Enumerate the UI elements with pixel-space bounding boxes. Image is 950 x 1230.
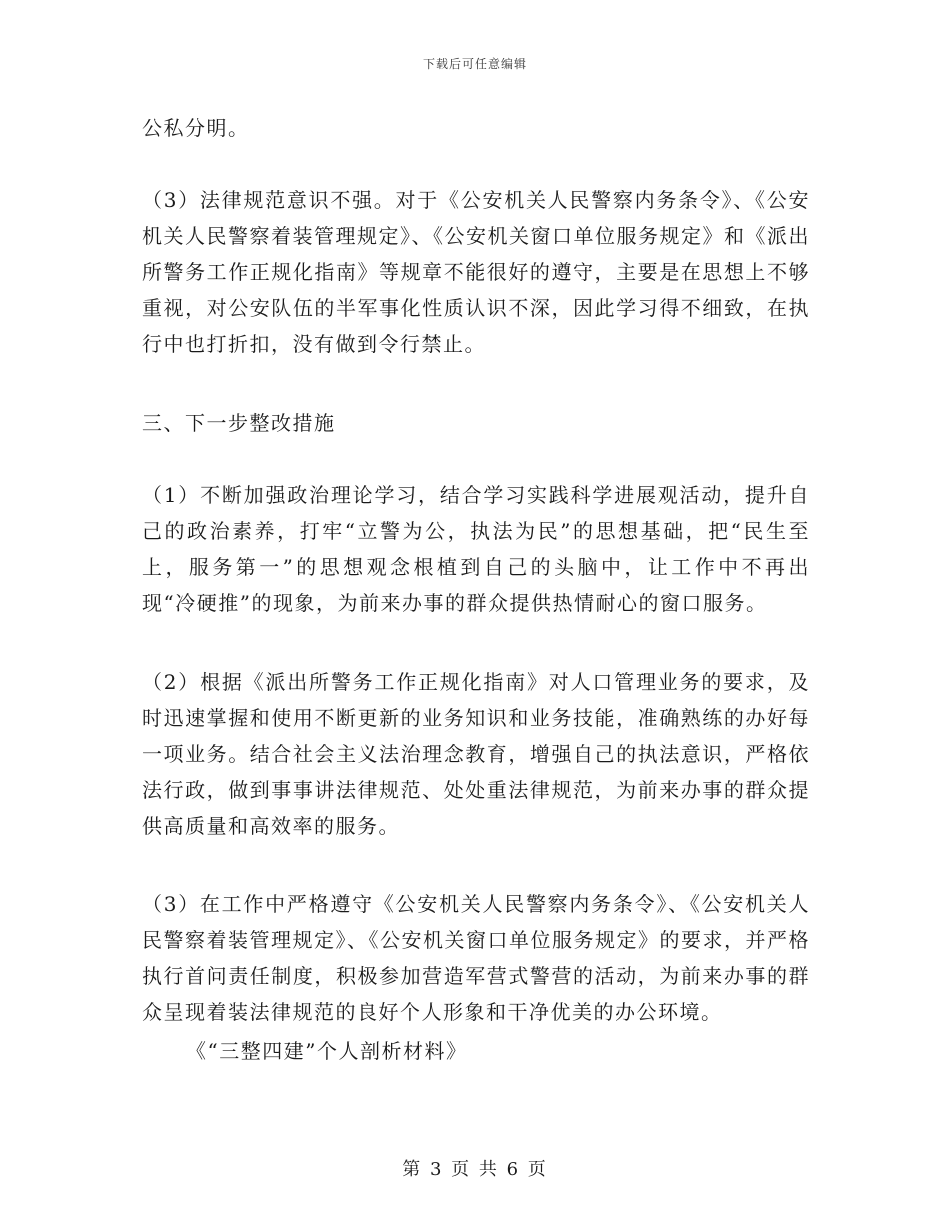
measure2-text: （2）根据《派出所警务工作正规化指南》对人口管理业务的要求，及时迅速掌握和使用不断更新的业务知识和业务技能，准确熟练的办好每一项业务。结合社会主义法治理念教育，增强自己的执法意识，严格依法行政，做到事事讲法律规范、处处重法律规范，为前来办事的群众提供高质量和高效率的服务。 — [142, 670, 810, 838]
section3-heading — [142, 405, 810, 441]
item3-problem-paragraph — [142, 182, 810, 362]
measure1-text: （1）不断加强政治理论学习，结合学习实践科学进展观活动，提升自己的政治素养，打牢“立警为公，执法为民”的思想基础，把“民生至上，服务第一”的思想观念根植到自己的头脑中，让工作中不再出现“冷硬推”的现象，为前来办事的群众提供热情耐心的窗口服务。 — [142, 483, 810, 615]
section3-heading-text: 三、下一步整改措施 — [142, 411, 336, 435]
measure3-text: （3）在工作中严格遵守《公安机关人民警察内务条令》、《公安机关人民警察着装管理规定》、《公安机关窗口单位服务规定》的要求，并严格执行首问责任制度，积极参加营造军营式警营的活动，为前来办事的群众呈现着装法律规范的良好个人形象和干净优美的办公环境。 — [142, 892, 810, 1024]
page-header: 下载后可任意编辑 — [422, 57, 527, 71]
document-title-line — [186, 1033, 786, 1069]
intro-paragraph — [142, 110, 810, 146]
measure1-paragraph — [142, 477, 810, 621]
measure3-paragraph — [142, 886, 810, 1030]
intro-text: 公私分明。 — [142, 116, 250, 140]
measure2-paragraph — [142, 664, 810, 844]
page-footer: 第 3 页 共 6 页 — [402, 1159, 548, 1180]
item3-problem-text: （3）法律规范意识不强。对于《公安机关人民警察内务条令》、《公安机关人民警察着装管理规定》、《公安机关窗口单位服务规定》和《派出所警务工作正规化指南》等规章不能很好的遵守，主要是在思想上不够重视，对公安队伍的半军事化性质认识不深，因此学习得不细致，在执行中也打折扣，没有做到令行禁止。 — [142, 188, 810, 356]
document-title-text: 《“三整四建”个人剖析材料》 — [186, 1039, 468, 1063]
